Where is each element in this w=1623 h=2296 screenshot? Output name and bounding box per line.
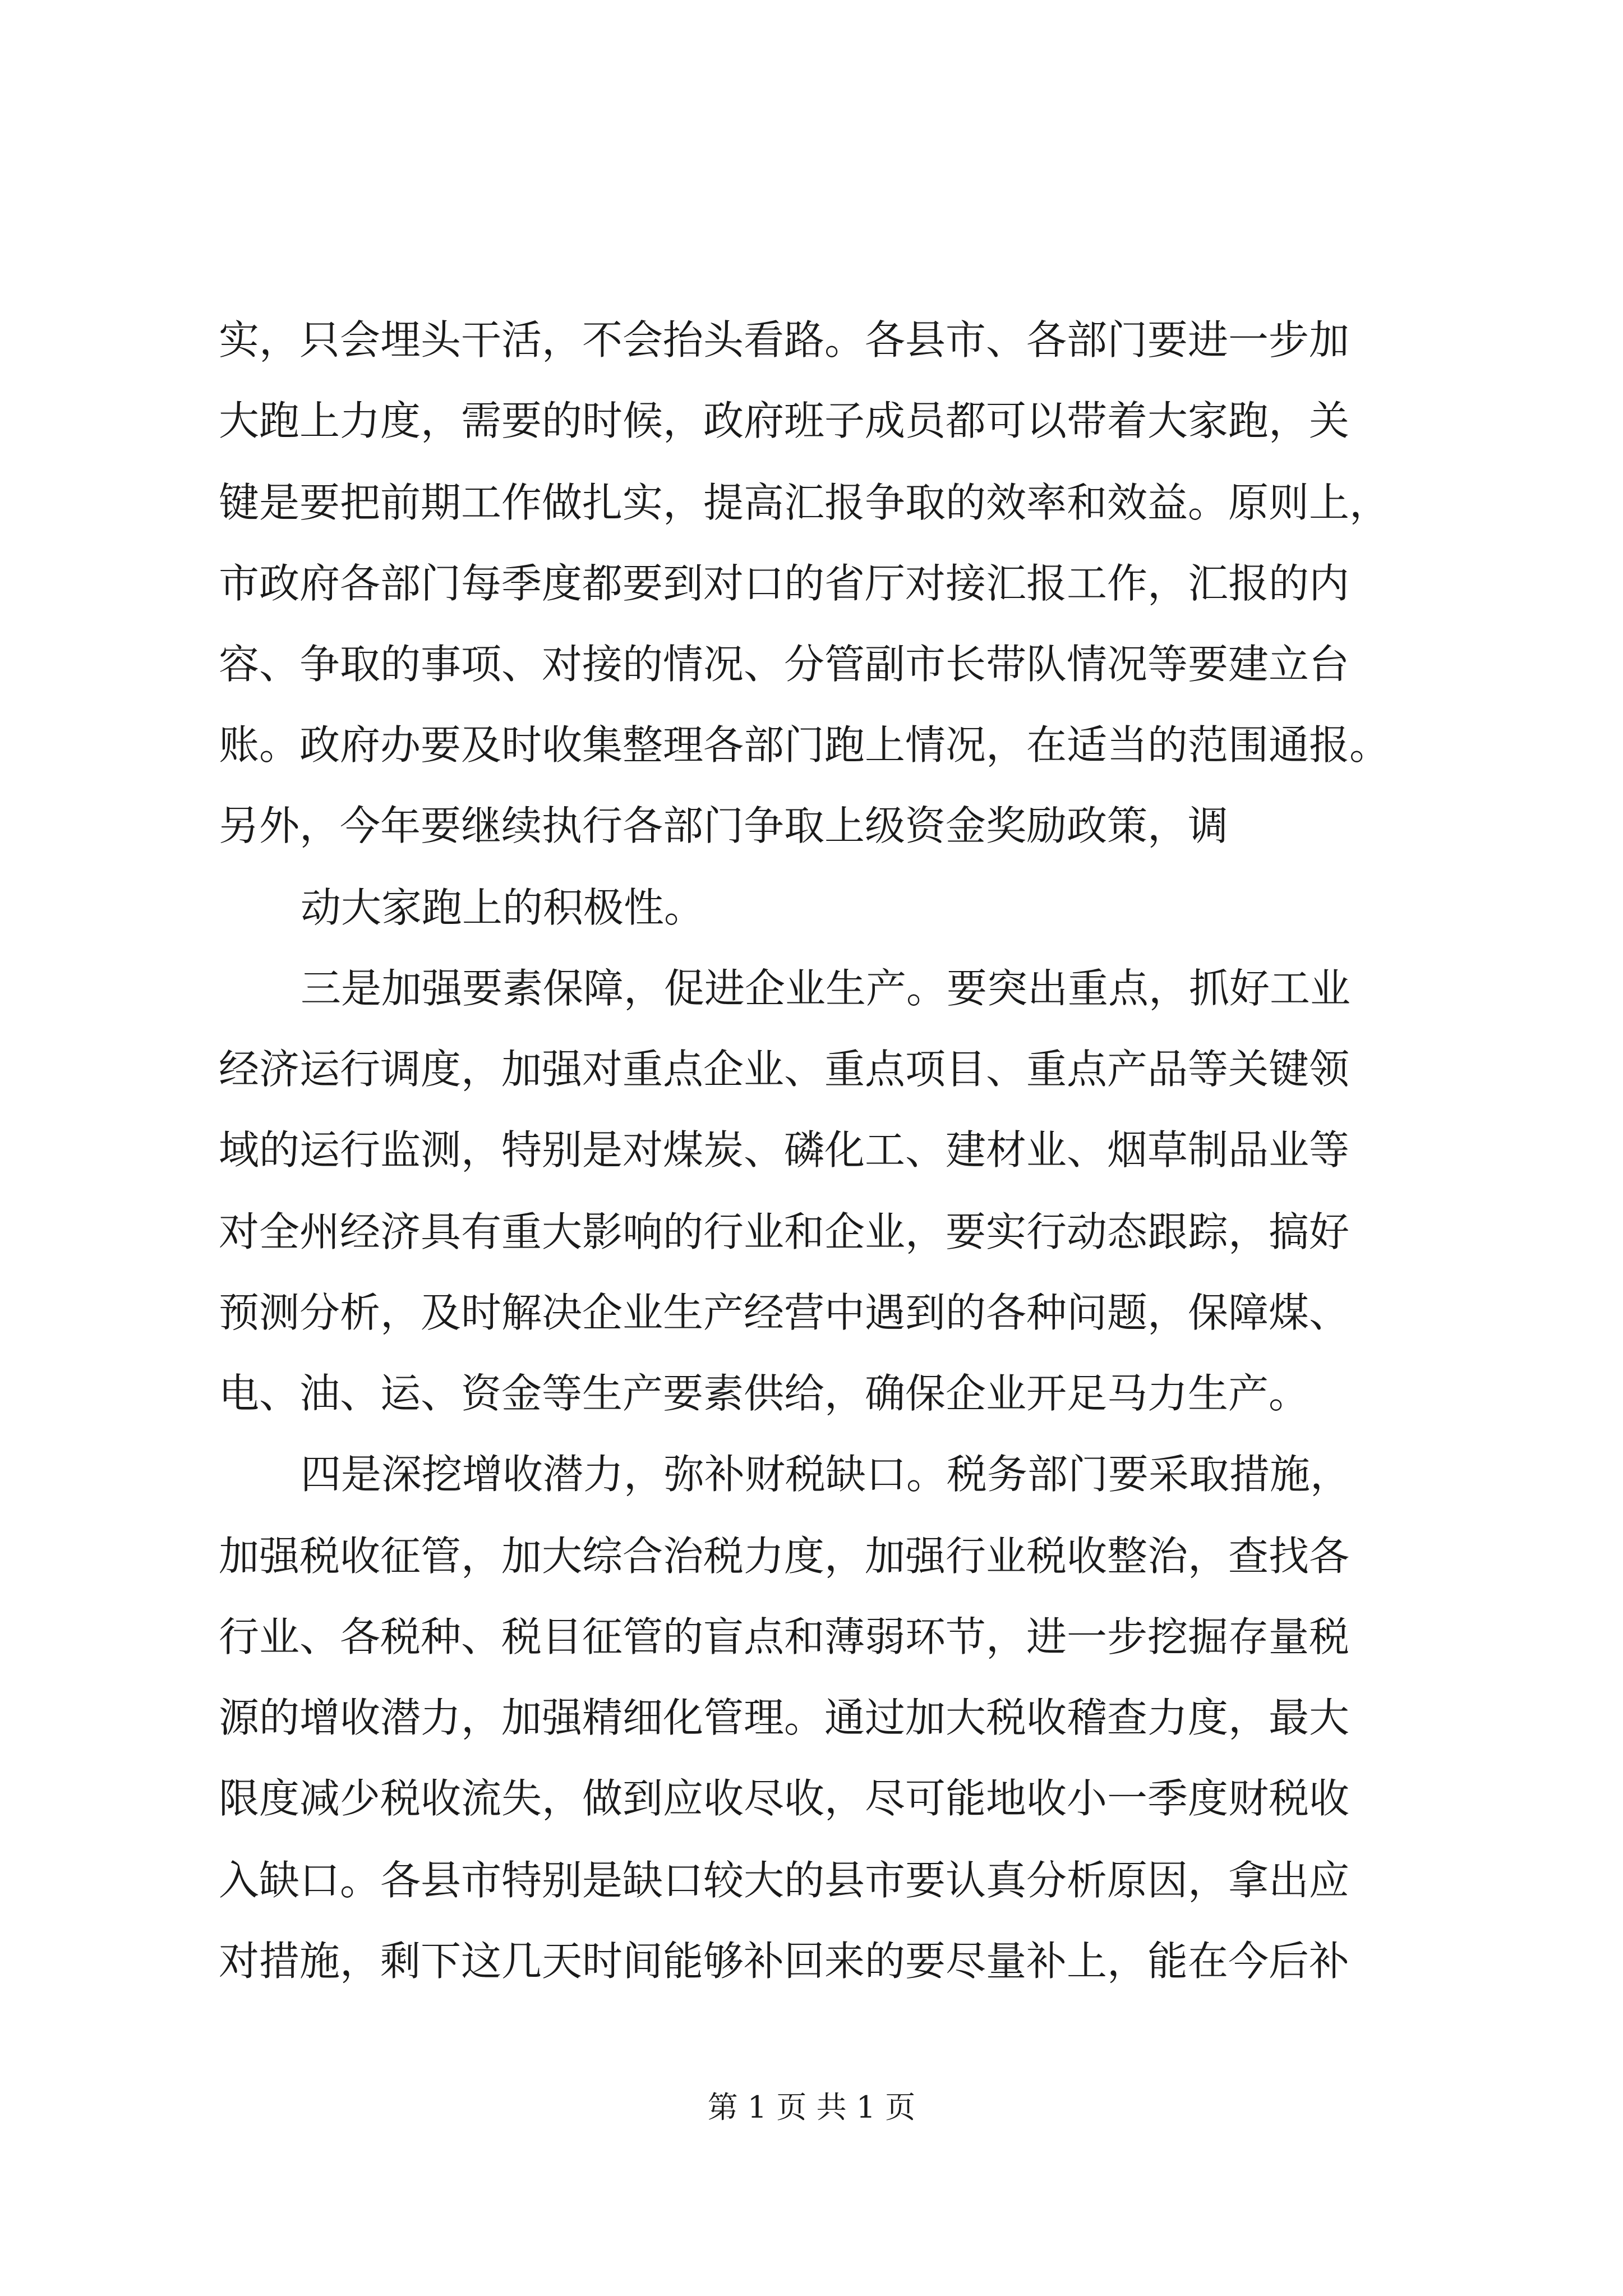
body-text-line: 对全州经济具有重大影响的行业和企业，要实行动态跟踪，搞好	[219, 1208, 1350, 1255]
paragraph-first-line: 四是深挖增收潜力，弥补财税缺口。税务部门要采取措施，	[301, 1451, 1351, 1498]
body-text-line: 实，只会埋头干活，不会抬头看路。各县市、各部门要进一步加	[219, 316, 1350, 364]
body-text-line: 电、油、运、资金等生产要素供给，确保企业开足马力生产。	[219, 1370, 1310, 1417]
body-text-line: 经济运行调度，加强对重点企业、重点项目、重点产品等关键领	[219, 1046, 1350, 1093]
body-text-line: 源的增收潜力，加强精细化管理。通过加大税收稽查力度，最大	[219, 1694, 1350, 1741]
body-text-line: 动大家跑上的积极性。	[301, 884, 705, 931]
body-text-line: 域的运行监测，特别是对煤炭、磷化工、建材业、烟草制品业等	[219, 1126, 1350, 1174]
body-text-line: 行业、各税种、税目征管的盲点和薄弱环节，进一步挖掘存量税	[219, 1613, 1350, 1660]
paragraph-first-line: 三是加强要素保障，促进企业生产。要突出重点，抓好工业	[301, 965, 1351, 1012]
body-text-line: 另外，今年要继续执行各部门争取上级资金奖励政策，调	[219, 802, 1229, 849]
body-text-line: 预测分析，及时解决企业生产经营中遇到的各种问题，保障煤、	[219, 1289, 1350, 1336]
page-number-footer: 第 1 页 共 1 页	[707, 2090, 916, 2125]
body-text-line: 键是要把前期工作做扎实，提高汇报争取的效率和效益。原则上，	[219, 479, 1390, 526]
body-text-line: 大跑上力度，需要的时候，政府班子成员都可以带着大家跑，关	[219, 397, 1350, 444]
body-text-line: 容、争取的事项、对接的情况、分管副市长带队情况等要建立台	[219, 641, 1350, 688]
body-text-line: 加强税收征管，加大综合治税力度，加强行业税收整治，查找各	[219, 1533, 1350, 1580]
body-text-line: 对措施，剩下这几天时间能够补回来的要尽量补上，能在今后补	[219, 1938, 1350, 1985]
body-text-line: 账。政府办要及时收集整理各部门跑上情况，在适当的范围通报。	[219, 721, 1390, 769]
body-text-line: 市政府各部门每季度都要到对口的省厅对接汇报工作，汇报的内	[219, 560, 1350, 607]
body-text-line: 入缺口。各县市特别是缺口较大的县市要认真分析原因，拿出应	[219, 1857, 1350, 1904]
body-text-line: 限度减少税收流失，做到应收尽收，尽可能地收小一季度财税收	[219, 1775, 1350, 1822]
